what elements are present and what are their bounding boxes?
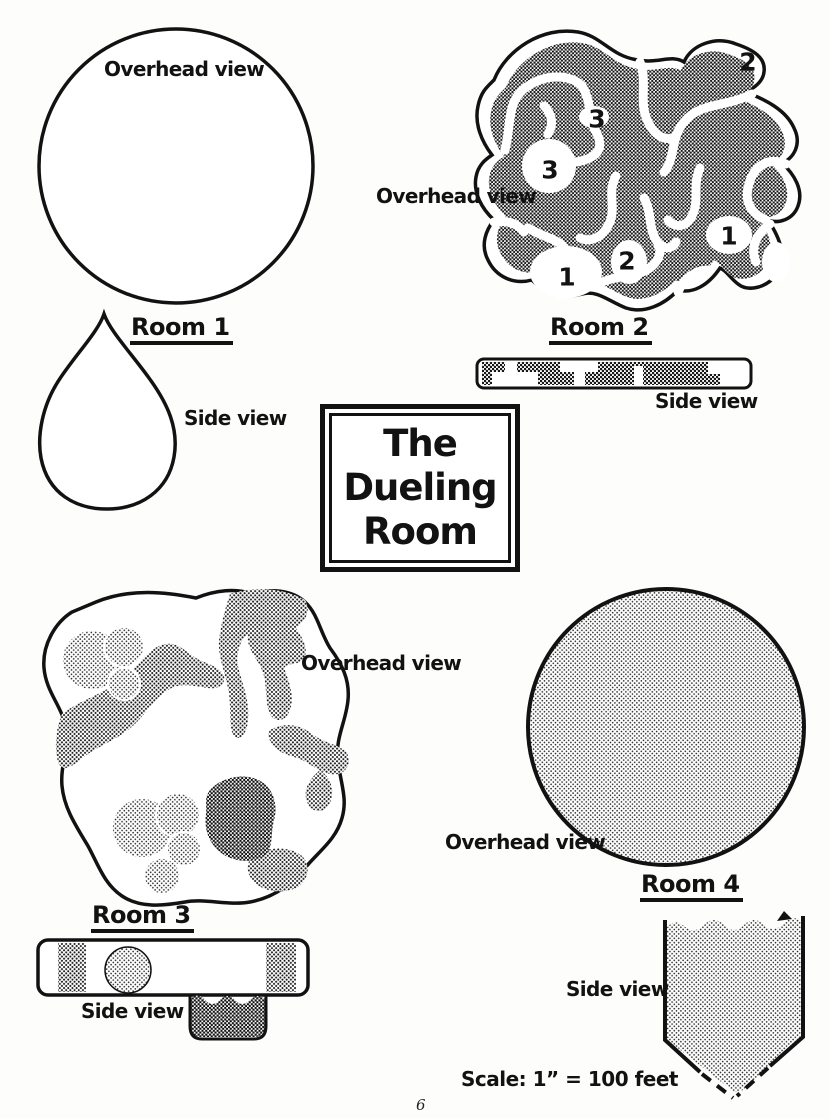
room4-side-shape: [665, 911, 803, 1098]
room2-overhead-label: Overhead view: [376, 184, 537, 208]
page-title-line: Dueling: [343, 466, 497, 509]
room2-marker: 3: [588, 104, 606, 134]
room2-marker: 1: [720, 221, 738, 251]
room2-side-shape: [477, 359, 751, 388]
room4-overhead-shape: [528, 589, 804, 865]
room3-side-shape: [38, 940, 308, 1039]
room2-marker: 2: [618, 246, 636, 276]
scale-label: Scale: 1” = 100 feet: [461, 1067, 678, 1091]
room2-side-label: Side view: [655, 389, 758, 413]
page-title-line: Room: [363, 510, 477, 553]
room3-overhead-label: Overhead view: [301, 651, 462, 675]
page-number: 6: [416, 1096, 426, 1114]
room3-overhead-shape: [44, 589, 349, 905]
room2-marker: 1: [558, 262, 576, 292]
room4-side-label: Side view: [566, 977, 669, 1001]
room1-title: Room 1: [130, 314, 233, 345]
room1-side-label: Side view: [184, 406, 287, 430]
title-box: [320, 404, 520, 572]
room4-overhead-label: Overhead view: [445, 830, 606, 854]
title-box-inner: [329, 413, 511, 563]
room2-marker: 3: [541, 155, 559, 185]
room2-marker: 2: [739, 47, 757, 77]
room1-overhead-label: Overhead view: [104, 57, 265, 81]
page-title-line: The: [383, 422, 457, 465]
room3-side-label: Side view: [81, 999, 184, 1023]
room3-title: Room 3: [91, 902, 194, 933]
room2-title: Room 2: [549, 314, 652, 345]
room4-title: Room 4: [640, 871, 743, 902]
